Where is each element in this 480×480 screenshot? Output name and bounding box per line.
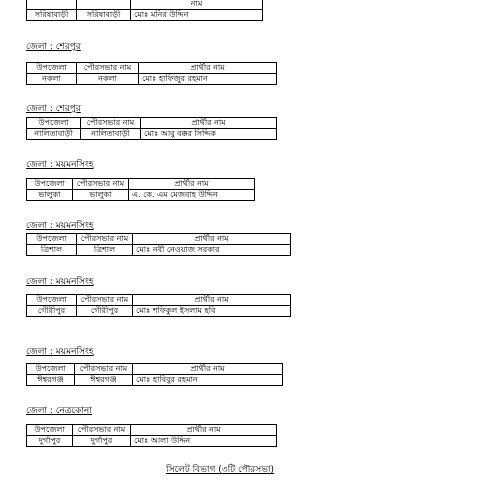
upazila-cell: নালিতাবাড়ী — [27, 129, 81, 140]
header-municipality: পৌরসভার নাম — [73, 179, 129, 190]
upazila-cell: নকলা — [27, 74, 77, 85]
upazila-cell: ভালুকা — [27, 190, 73, 201]
district-heading: জেলা : ময়মনসিংহ — [26, 277, 94, 287]
header-municipality: পৌরসভার নাম — [77, 234, 133, 245]
candidate-cell: মোঃ হাবিবুর রহমান — [133, 375, 283, 386]
upazila-cell: দুর্গাপুর — [27, 436, 73, 447]
district-heading: জেলা : ময়মনসিংহ — [26, 347, 94, 357]
candidate-cell: এ. কে. এম মেজবাহ উদ্দিন — [129, 190, 255, 201]
header-municipality: পৌরসভার নাম — [73, 425, 131, 436]
header-candidate: প্রার্থীর নাম — [133, 364, 283, 375]
header-upazila: উপজেলা — [27, 295, 77, 306]
municipality-cell: দুর্গাপুর — [73, 436, 131, 447]
district-heading: জেলা : ময়মনসিংহ — [26, 160, 94, 170]
municipality-cell: সরিষাবাড়ী — [77, 10, 131, 21]
district-heading: জেলা : শেরপুর — [26, 104, 81, 114]
candidate-cell: মোঃ আলা উদ্দিন — [131, 436, 277, 447]
municipality-cell: নালিতাবাড়ী — [81, 129, 141, 140]
candidate-table — [26, 294, 291, 317]
header-upazila: উপজেলা — [27, 179, 73, 190]
candidate-cell: মোঃ আবু বক্কর সিদ্দিক — [141, 129, 277, 140]
header-upazila: উপজেলা — [27, 118, 81, 129]
header-candidate: প্রার্থীর নাম — [141, 118, 277, 129]
candidate-table — [26, 62, 277, 85]
candidate-cell: মোঃ শফিকুল ইসলাম হবি — [133, 306, 291, 317]
candidate-table — [26, 424, 277, 447]
candidate-table — [26, 178, 255, 201]
candidate-cell: মোঃ হাফিজুর রহমান — [139, 74, 277, 85]
municipality-cell: ভালুকা — [73, 190, 129, 201]
upazila-cell: গৌরীপুর — [27, 306, 77, 317]
municipality-cell: নকলা — [77, 74, 139, 85]
candidate-cell: মোঃ মনির উদ্দিন — [131, 10, 263, 21]
header-cell — [27, 0, 77, 10]
header-cell-name: নাম — [131, 0, 263, 10]
header-upazila: উপজেলা — [27, 63, 77, 74]
header-municipality: পৌরসভার নাম — [75, 364, 133, 375]
municipality-cell: ঈশ্বরগঞ্জ — [75, 375, 133, 386]
header-candidate: প্রার্থীর নাম — [131, 425, 277, 436]
header-candidate: প্রার্থীর নাম — [129, 179, 255, 190]
header-candidate: প্রার্থীর নাম — [133, 295, 291, 306]
upazila-cell: সরিষাবাড়ী — [27, 10, 77, 21]
header-upazila: উপজেলা — [27, 234, 77, 245]
candidate-table — [26, 233, 291, 256]
header-municipality: পৌরসভার নাম — [81, 118, 141, 129]
district-heading: জেলা : নেত্রকোনা — [26, 406, 92, 416]
municipality-cell: ত্রিশাল — [77, 245, 133, 256]
header-municipality: পৌরসভার নাম — [77, 63, 139, 74]
header-candidate: প্রার্থীর নাম — [133, 234, 291, 245]
upazila-cell: ত্রিশাল — [27, 245, 77, 256]
district-heading: জেলা : ময়মনসিংহ — [26, 221, 94, 231]
header-candidate: প্রার্থীর নাম — [139, 63, 277, 74]
candidate-table — [26, 363, 283, 386]
top-candidate-table — [26, 0, 263, 21]
upazila-cell: ঈশ্বরগঞ্জ — [27, 375, 75, 386]
candidate-table — [26, 117, 277, 140]
header-upazila: উপজেলা — [27, 425, 73, 436]
candidate-cell: মোঃ নবী নেওয়াজ সরকার — [133, 245, 291, 256]
header-upazila: উপজেলা — [27, 364, 75, 375]
district-heading: জেলা : শেরপুর — [26, 42, 81, 52]
header-cell — [77, 0, 131, 10]
municipality-cell: গৌরীপুর — [77, 306, 133, 317]
division-heading: সিলেট বিভাগ (৩টি পৌরসভা) — [166, 465, 275, 475]
header-municipality: পৌরসভার নাম — [77, 295, 133, 306]
